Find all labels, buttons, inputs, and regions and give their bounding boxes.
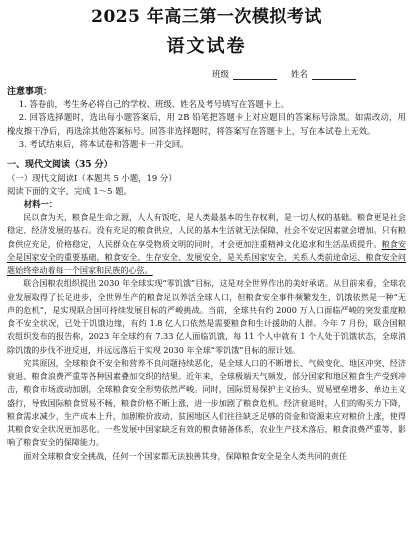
notice-item-3: 3. 考试结束后，将本试卷和答题卡一并交回。 xyxy=(18,138,189,149)
exam-title: 2025 年高三第一次模拟考试 xyxy=(91,7,322,27)
paragraph-1-text: 民以食为天，粮食是生命之源，人人有饭吃，是人类最基本的生存权利，是一切人权的基础。粮食更是社会稳定、经济发展的基石。没有充足的粮食供应，人民的基本生活就无法保障，社会不安定因素就会增加。只有粮食供应充足，价格稳定，人民群众在享受物质文明的同时，才会更加注重精神文化追求和生活品质提升。 xyxy=(7,212,406,249)
name-label: 姓名 xyxy=(290,70,308,80)
notice-heading: 注意事项： xyxy=(7,87,53,97)
material-label: 材料一： xyxy=(23,199,58,210)
paragraph-2: 联合国粮农组织提出 2030 年全球实现“零饥饿”目标，这是对全世界作出的美好承诺。从目前来看，全球农业发展取得了长足进步，全世界生产的粮食足以养活全球人口，但粮食安全事件频繁发生，饥饿依然是一种“无声的危机”，是实现联合国可持续发展目标的严峻挑战。当前，全球共有约 2000 万人口面临严峻的突发重度粮食不安全状况，已处于饥饿边缘，有约 1.8 亿人口依然是需要粮食和生计援助的人群。今年 7 月份，联合国粮农组织发布的报告称，2023 年全球约有 7.33 亿人面临饥饿，每 11 个人中就有 1 个人处于饥饿状态，全球消除饥饿的步伐不进反退，并远远落后于实现 2030 年全球“零饥饿”目标的原计划。 xyxy=(7,278,406,355)
notice-item-1: 1. 答卷前，考生务必将自己的学校、班级、姓名及考号填写在答题卡上。 xyxy=(18,99,290,109)
paragraph-3: 究其原因，全球粮食不安全和营养不良问题持续恶化，是全球人口的不断增长、气候变化、地区冲突、经济衰退、粮食浪费严重等各种因素叠加交织的结果。近年来，全球极端天气频发，部分国家和地区粮食生产受到冲击，粮食市场波动加剧，全球粮食安全形势依然严峻。同时，国际贸易保护主义抬头、贸易壁垒增多、单边主义盛行，导致国际粮食贸易不畅，粮食价格不断上涨，进一步加剧了粮食危机。经济衰退时，人们的购买力下降，粮食需求减少，生产成本上升，加剧粮价波动，贫困地区人们往往缺乏足够的资金和资源来应对粮价上涨，使得其粮食安全状况更加恶化。一些发展中国家缺乏有效的粮食储备体系，农业生产技术落后，粮食浪费严重等，影响了粮食安全的保障能力。 xyxy=(7,357,406,448)
paragraph-4: 面对全球粮食安全挑战，任何一个国家都无法独善其身，保障粮食安全是全人类共同的责任 xyxy=(23,450,347,461)
class-label: 班级 xyxy=(211,70,229,80)
notice-item-2: 2. 回答选择题时，选出每小题答案后，用 2B 铅笔把答题卡上对应题目的答案标号涂黑。如需改动，用橡皮擦干净后，再选涂其他答案标号。回答非选择题时，将答案写在答题卡上，写在本试卷上无效。 xyxy=(7,112,406,136)
class-blank xyxy=(233,68,277,80)
section-heading: 一、现代文阅读（35 分） xyxy=(7,160,113,171)
paragraph-1-underlined: 粮食安全是国家安全的重要基础，粮食安全、生存安全、发展安全，是关系国家安全、关系人类前途命运、粮食安全问题始终牵动着每一个国家和民族的心弦。 xyxy=(7,238,406,276)
sub-heading: （一）现代文阅读Ⅰ（本题共 5 小题，19 分） xyxy=(7,173,177,184)
instruction: 阅读下面的文字，完成 1～5 题。 xyxy=(7,186,132,197)
paragraph-1 xyxy=(7,211,406,277)
student-info-line xyxy=(7,68,406,80)
name-blank xyxy=(312,68,356,80)
subject-title: 语文试卷 xyxy=(166,36,247,57)
